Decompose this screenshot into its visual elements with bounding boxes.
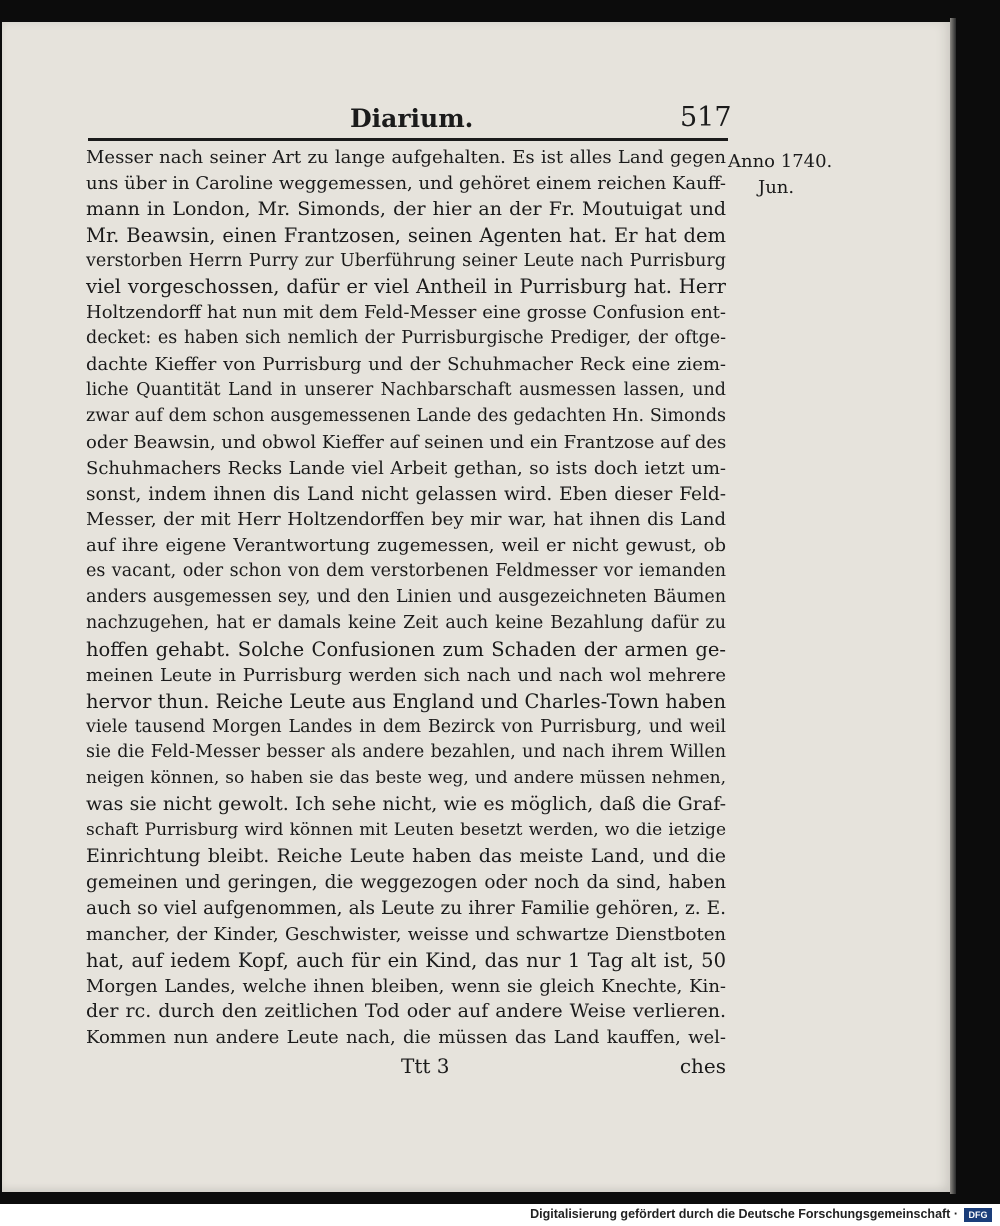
header-rule xyxy=(88,138,728,141)
text-line: viele tausend Morgen Landes in dem Bezirck von Purrisburg, und weil xyxy=(86,716,726,737)
page-edge xyxy=(950,18,956,1194)
text-line: hervor thun. Reiche Leute aus England und Charles-Town haben xyxy=(86,689,727,713)
text-line: hoffen gehabt. Solche Confusionen zum Schaden der armen ge- xyxy=(86,637,726,661)
margin-note-year: Anno 1740. xyxy=(728,151,833,172)
text-line: Messer nach seiner Art zu lange aufgehalten. Es ist alles Land gegen xyxy=(86,147,726,168)
text-line: dachte Kieffer von Purrisburg und der Schuhmacher Reck eine ziem- xyxy=(86,354,726,376)
credit-bar xyxy=(0,1204,1000,1226)
text-line: Mr. Beawsin, einen Frantzosen, seinen Agenten hat. Er hat dem xyxy=(86,223,726,247)
signature-mark: Ttt 3 xyxy=(401,1054,450,1078)
page-number: 517 xyxy=(680,102,732,133)
text-line: der rc. durch den zeitlichen Tod oder auf andere Weise verlieren. xyxy=(86,1000,726,1023)
text-line: uns über in Caroline weggemessen, und gehöret einem reichen Kauff- xyxy=(86,172,726,194)
text-line: mancher, der Kinder, Geschwister, weisse und schwartze Dienstboten xyxy=(86,923,726,945)
text-line: hat, auf iedem Kopf, auch für ein Kind, das nur 1 Tag alt ist, 50 xyxy=(86,948,726,972)
page-header xyxy=(88,100,732,140)
text-line: decket: es haben sich nemlich der Purrisburgische Prediger, der oftge- xyxy=(86,328,726,349)
running-title: Diarium. xyxy=(350,104,474,133)
text-line: Einrichtung bleibt. Reiche Leute haben das meiste Land, und die xyxy=(86,845,726,868)
text-line: Kommen nun andere Leute nach, die müssen das Land kauffen, wel- xyxy=(86,1027,726,1049)
text-line: neigen können, so haben sie das beste weg, und andere müssen nehmen, xyxy=(86,768,726,789)
credit-text: Digitalisierung gefördert durch die Deutsche Forschungsgemeinschaft · xyxy=(530,1207,958,1221)
text-line: was sie nicht gewolt. Ich sehe nicht, wie es möglich, daß die Graf- xyxy=(86,793,726,816)
text-line: zwar auf dem schon ausgemessenen Lande des gedachten Hn. Simonds xyxy=(86,405,726,426)
text-line: es vacant, oder schon von dem verstorbenen Feldmesser vor iemanden xyxy=(86,561,726,582)
text-line: liche Quantität Land in unserer Nachbarschaft ausmessen lassen, und xyxy=(86,380,726,401)
text-line: Messer, der mit Herr Holtzendorffen bey mir war, hat ihnen dis Land xyxy=(86,509,726,531)
catchword: ches xyxy=(679,1054,726,1078)
text-line: verstorben Herrn Purry zur Uberführung seiner Leute nach Purrisburg xyxy=(86,250,726,271)
text-line: oder Beawsin, und obwol Kieffer auf seinen und ein Frantzose auf des xyxy=(86,431,727,453)
margin-note xyxy=(728,149,843,201)
text-line: schaft Purrisburg wird können mit Leuten besetzt werden, wo die ietzige xyxy=(86,820,726,841)
text-line: Holtzendorff hat nun mit dem Feld-Messer eine grosse Confusion ent- xyxy=(86,302,726,324)
text-line: Schuhmachers Recks Lande viel Arbeit gethan, so ists doch ietzt um- xyxy=(86,457,726,479)
text-line: nachzugehen, hat er damals keine Zeit auch keine Bezahlung dafür zu xyxy=(86,613,726,634)
text-line: sonst, indem ihnen dis Land nicht gelassen wird. Eben dieser Feld- xyxy=(86,483,726,505)
text-line: mann in London, Mr. Simonds, der hier an der Fr. Moutuigat und xyxy=(86,197,726,220)
text-line: auch so viel aufgenommen, als Leute zu ihrer Familie gehören, z. E. xyxy=(86,897,726,919)
text-line: meinen Leute in Purrisburg werden sich nach und nach wol mehrere xyxy=(86,664,726,686)
text-line: sie die Feld-Messer besser als andere bezahlen, und nach ihrem Willen xyxy=(86,742,726,763)
page-footer xyxy=(86,1052,726,1084)
dfg-logo-icon: DFG xyxy=(964,1208,992,1222)
text-line: Morgen Landes, welche ihnen bleiben, wenn sie gleich Knechte, Kin- xyxy=(86,975,726,997)
text-line: anders ausgemessen sey, und den Linien und ausgezeichneten Bäumen xyxy=(86,587,726,608)
body-text xyxy=(86,145,726,1051)
margin-note-month: Jun. xyxy=(758,177,795,198)
text-line: auf ihre eigene Verantwortung zugemessen, weil er nicht gewust, ob xyxy=(86,535,726,557)
text-line: viel vorgeschossen, dafür er viel Antheil in Purrisburg hat. Herr xyxy=(86,275,726,299)
text-line: gemeinen und geringen, die weggezogen oder noch da sind, haben xyxy=(86,871,726,893)
